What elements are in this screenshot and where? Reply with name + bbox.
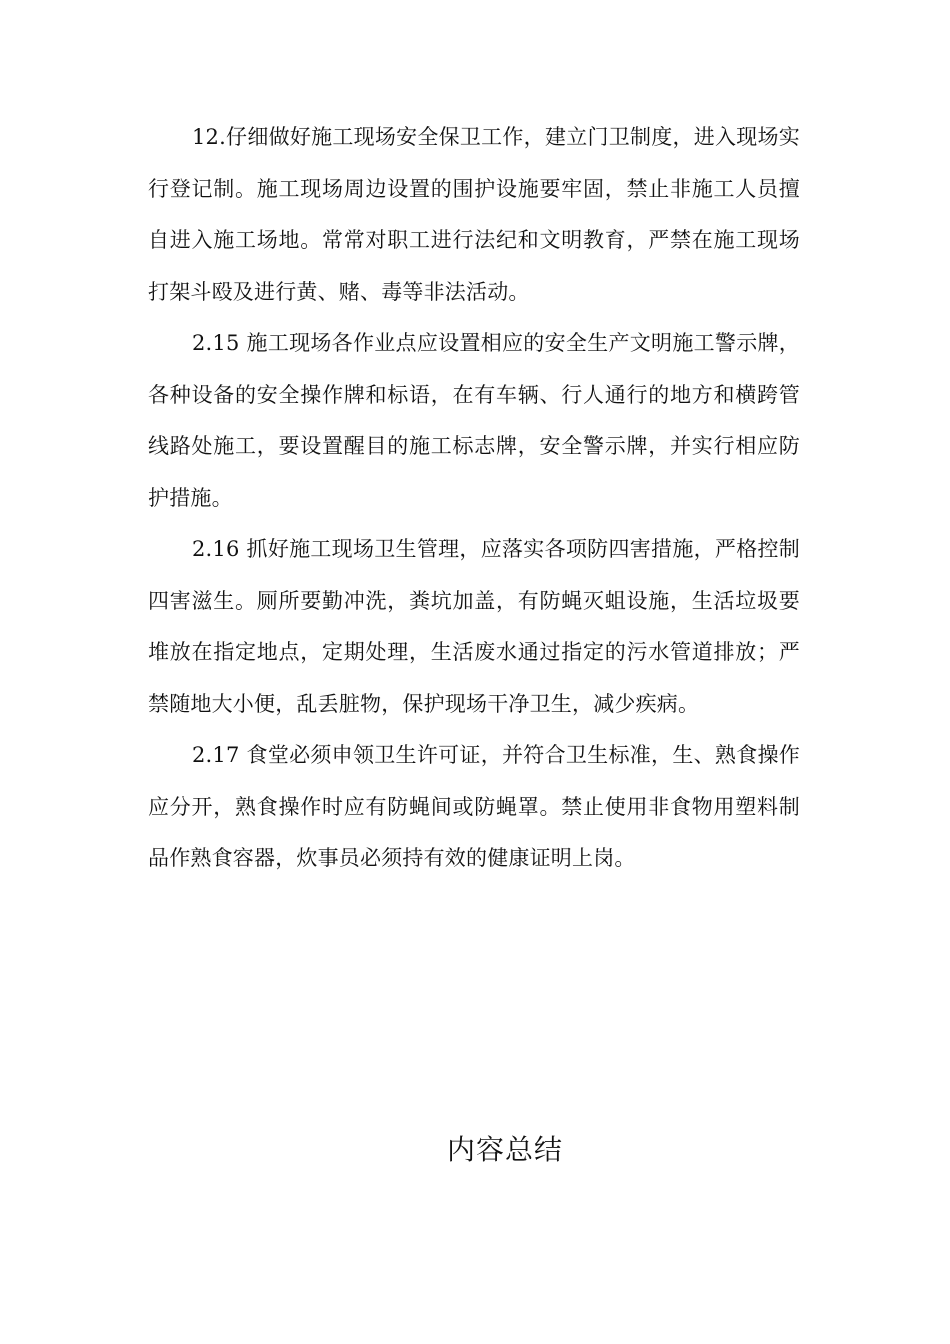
paragraph-warning-signs: 2.15 施工现场各作业点应设置相应的安全生产文明施工警示牌，各种设备的安全操作牌和标语，在有车辆、行人通行的地方和横跨管线路处施工，要设置醒目的施工标志牌，安全警示牌，并实行相应防护措施。 [148, 331, 800, 510]
document-body [148, 112, 800, 885]
paragraph-sanitation: 2.16 抓好施工现场卫生管理，应落实各项防四害措施，严格控制四害滋生。厕所要勤冲洗，粪坑加盖，有防蝇灭蛆设施，生活垃圾要堆放在指定地点，定期处理，生活废水通过指定的污水管道排放；严禁随地大小便，乱丢脏物，保护现场干净卫生，减少疾病。 [148, 537, 800, 716]
paragraph-security: 12.仔细做好施工现场安全保卫工作，建立门卫制度，进入现场实行登记制。施工现场周边设置的围护设施要牢固，禁止非施工人员擅自进入施工场地。常常对职工进行法纪和文明教育，严禁在施工现场打架斗殴及进行黄、赌、毒等非法活动。 [148, 125, 800, 304]
summary-heading: 内容总结 [446, 1133, 563, 1166]
paragraph-canteen: 2.17 食堂必须申领卫生许可证，并符合卫生标准，生、熟食操作应分开，熟食操作时应有防蝇间或防蝇罩。禁止使用非食物用塑料制品作熟食容器，炊事员必须持有效的健康证明上岗。 [148, 743, 800, 870]
